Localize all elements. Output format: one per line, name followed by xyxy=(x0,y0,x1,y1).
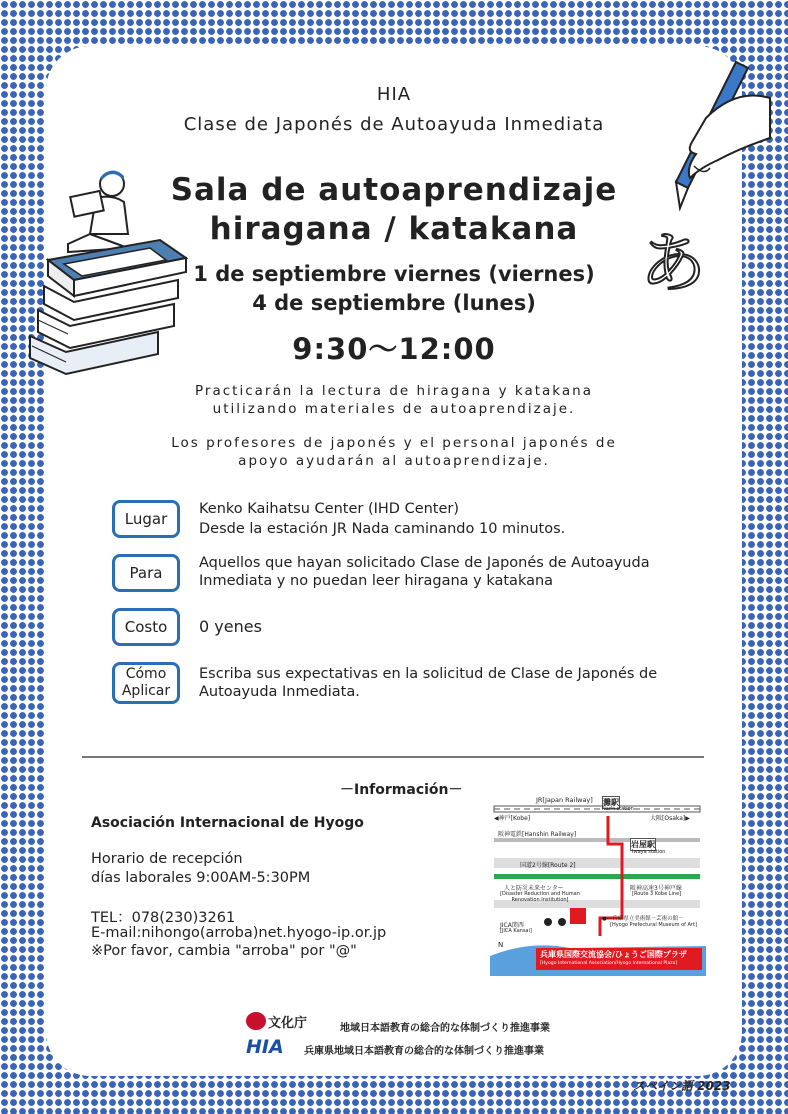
event-title-line2: hiragana / katakana xyxy=(209,211,579,247)
map-jica-en: [JICA Kansai] xyxy=(500,928,532,934)
map-hia-jp: 兵庫県国際交流協会/ひょうご国際プラザ xyxy=(540,950,687,959)
event-title-line1: Sala de autoaprendizaje xyxy=(170,172,618,208)
map-kobe: ◀神戸[Kobe] xyxy=(494,815,531,822)
hours-value: días laborales 9:00AM-5:30PM xyxy=(91,870,311,886)
event-time: 9:30～12:00 xyxy=(292,332,496,366)
map-nada-en: Nada station xyxy=(602,806,634,812)
lugar-line2: Desde la estación JR Nada caminando 10 minutos. xyxy=(199,521,566,537)
access-map xyxy=(490,796,706,976)
header-org: HIA xyxy=(376,84,412,105)
hia-logo: HIA xyxy=(246,1036,284,1058)
footer-line2: 兵庫県地域日本語教育の総合的な体制づくり推進事業 xyxy=(304,1046,544,1057)
bunka-logo-icon xyxy=(246,1012,266,1030)
map-disaster: 人と防災未来センター xyxy=(504,885,564,892)
aplicar-label xyxy=(112,662,180,704)
bunka-logo-text: 文化庁 xyxy=(268,1016,308,1031)
map-hanshin: 阪神電鉄[Hanshin Railway] xyxy=(498,831,577,838)
map-osaka: 大阪[Osaka]▶ xyxy=(650,815,690,822)
lugar-label: Lugar xyxy=(112,500,180,538)
tel: TEL：078(230)3261 xyxy=(91,910,236,926)
map-jica: JICA関西 xyxy=(500,922,524,929)
costo-text: 0 yenes xyxy=(199,617,262,636)
map-museum: ●―兵庫県立美術館－芸術の館－ xyxy=(602,916,684,922)
aplicar-label-line1: Cómo xyxy=(125,666,167,682)
map-museum-en: [Hyogo Prefectural Museum of Art] xyxy=(610,922,697,928)
map-north: N xyxy=(498,941,504,949)
description-2-line1: Los profesores de japonés y el personal japonés de xyxy=(171,435,617,451)
email[interactable]: E-mail:nihongo(arroba)net.hyogo-ip.or.jp xyxy=(91,925,387,941)
map-nada: 灘駅 xyxy=(603,798,619,807)
map-iwaya: 岩屋駅 xyxy=(631,840,655,849)
map-route3-en: [Route 3 Kobe Line] xyxy=(632,891,682,897)
map-iwaya-en: Iwaya station xyxy=(632,849,666,855)
hiragana-a-decoration: あ xyxy=(640,225,706,302)
map-hia-en: [Hyogo International Association/Hyogo International Plaza] xyxy=(540,961,678,966)
description-2-line2: apoyo ayudarán al autoaprendizaje. xyxy=(238,453,550,469)
association-name: Asociación Internacional de Hyogo xyxy=(91,815,364,831)
costo-label: Costo xyxy=(112,608,180,646)
hours-label: Horario de recepción xyxy=(91,851,243,867)
map-route2: 国道2号線[Route 2] xyxy=(520,862,576,869)
para-text: Aquellos que hayan solicitado Clase de Japonés de Autoayuda Inmediata y no puedan leer hiragana y katakana xyxy=(199,555,650,589)
para-label: Para xyxy=(112,554,180,592)
email-note: ※Por favor, cambia "arroba" por "@" xyxy=(91,943,357,959)
description-1-line1: Practicarán la lectura de hiragana y katakana xyxy=(195,383,593,399)
map-route3: 阪神高速3号神戸線 xyxy=(630,885,682,892)
info-title: －Información－ xyxy=(340,782,463,798)
lugar-line1: Kenko Kaihatsu Center (IHD Center) xyxy=(199,501,460,517)
description-1-line2: utilizando materiales de autoaprendizaje. xyxy=(212,401,576,417)
section-divider xyxy=(82,756,704,758)
event-date-1: 1 de septiembre viernes (viernes) xyxy=(193,262,595,286)
aplicar-text: Escriba sus expectativas en la solicitud de Clase de Japonés de Autoayuda Inmediata. xyxy=(199,666,658,700)
footer-line1: 地域日本語教育の総合的な体制づくり推進事業 xyxy=(340,1023,550,1034)
header-subtitle: Clase de Japonés de Autoayuda Inmediata xyxy=(183,114,605,135)
language-year: スペイン語 2023 xyxy=(633,1079,731,1093)
aplicar-label-line2: Aplicar xyxy=(121,683,171,699)
event-date-2: 4 de septiembre (lunes) xyxy=(252,291,536,315)
map-disaster-en: [Disaster Reduction and Human Renovation Institution] xyxy=(500,891,580,903)
map-jr: JR[Japan Railway] xyxy=(536,796,593,804)
